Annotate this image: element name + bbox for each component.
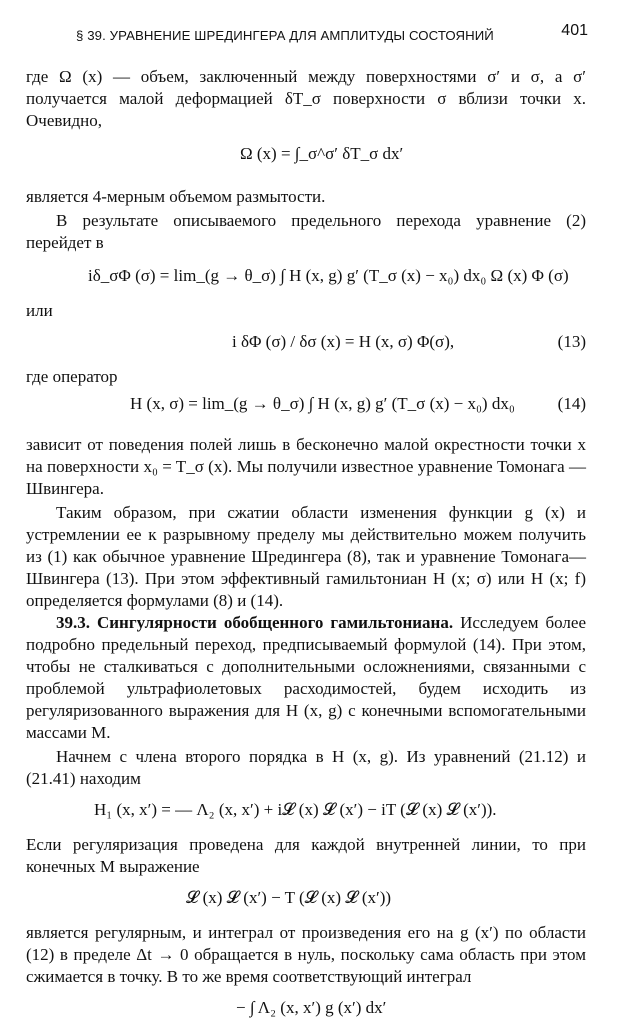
paragraph: Если регуляризация проведена для каждой внутренней линии, то при конечных M выражение — [26, 835, 586, 876]
paragraph: зависит от поведения полей лишь в бесконечно малой окрестности точки x на поверхности x₀ = T_σ (x). Мы получили известное уравнение Томонага — Швингера. — [26, 435, 586, 498]
equation-last — [26, 993, 586, 1027]
equation-l — [26, 883, 586, 917]
paragraph: где Ω (x) — объем, заключенный между поверхностями σ′ и σ, а σ′ получается малой деформацией δT_σ поверхности σ вблизи точки x. Очевидно, — [26, 67, 586, 130]
running-title: § 39. УРАВНЕНИЕ ШРЕДИНГЕРА ДЛЯ АМПЛИТУДЫ СОСТОЯНИЙ — [76, 28, 494, 43]
formula: H (x, σ) = lim_(g → θ_σ) ∫ H (x, g) g′ (T_σ (x) − x₀) dx₀ — [130, 394, 515, 413]
equation-13 — [26, 327, 586, 361]
equation-h1 — [26, 795, 586, 829]
paragraph: или — [26, 301, 53, 320]
formula: 𝓛 (x) 𝓛 (x′) − T (𝓛 (x) 𝓛 (x′)) — [186, 888, 392, 907]
page-header — [76, 22, 588, 48]
equation-14 — [26, 393, 586, 429]
formula: H₁ (x, x′) = — Λ₂ (x, x′) + i𝓛 (x) 𝓛 (x′) − iT (𝓛 (x) 𝓛 (x′)). — [94, 800, 497, 819]
paragraph: где оператор — [26, 367, 118, 386]
paragraph: В результате описываемого предельного перехода уравнение (2) перейдет в — [26, 211, 586, 252]
formula: i δΦ (σ) / δσ (x) = H (x, σ) Φ(σ), — [232, 332, 455, 351]
page-number: 401 — [561, 22, 588, 39]
paragraph: Таким образом, при сжатии области изменения функции g (x) и устремлении ее к разрывному пределу мы действительно можем получить из (1) как обычное уравнение Шредингера (8), так и уравнение Томонага—Швингера (13). При этом эффективный гамильтониан H (x; σ) или H (x; f) определяется формулами (8) и (14). — [26, 503, 586, 610]
section-title: 39.3. Сингулярности обобщенного гамильтониана. — [56, 613, 454, 632]
paragraph: является 4-мерным объемом размытости. — [26, 187, 326, 206]
equation-omega — [26, 137, 586, 181]
paragraph: является регулярным, и интеграл от произведения его на g (x′) по области (12) в пределе Δt → 0 обращается в нуль, поскольку сама область при этом сжимается в точку. В то же время соответствующий интеграл — [26, 923, 586, 986]
formula: − ∫ Λ₂ (x, x′) g (x′) dx′ — [236, 998, 387, 1017]
equation-number: (13) — [557, 332, 586, 351]
page-body — [26, 66, 586, 1032]
paragraph: Начнем с члена второго порядка в H (x, g). Из уравнений (21.12) и (21.41) находим — [26, 747, 586, 788]
equation-number: (14) — [557, 394, 586, 413]
formula: iδ_σΦ (σ) = lim_(g → θ_σ) ∫ H (x, g) g′ (T_σ (x) − x₀) dx₀ Ω (x) Φ (σ) — [88, 266, 569, 285]
section-text: Исследуем более подробно предельный переход, предписываемый формулой (14). При этом, чтобы не сталкиваться с дополнительными осложнениями, связанными с проблемой ультрафиолетовых расходимостей, будем исходить из регуляризованного выражения для H (x, g) с конечными вспомогательными массами M. — [26, 613, 587, 742]
paragraph — [26, 612, 586, 744]
equation-limit — [26, 259, 586, 295]
formula: Ω (x) = ∫_σ^σ′ δT_σ dx′ — [240, 144, 404, 163]
